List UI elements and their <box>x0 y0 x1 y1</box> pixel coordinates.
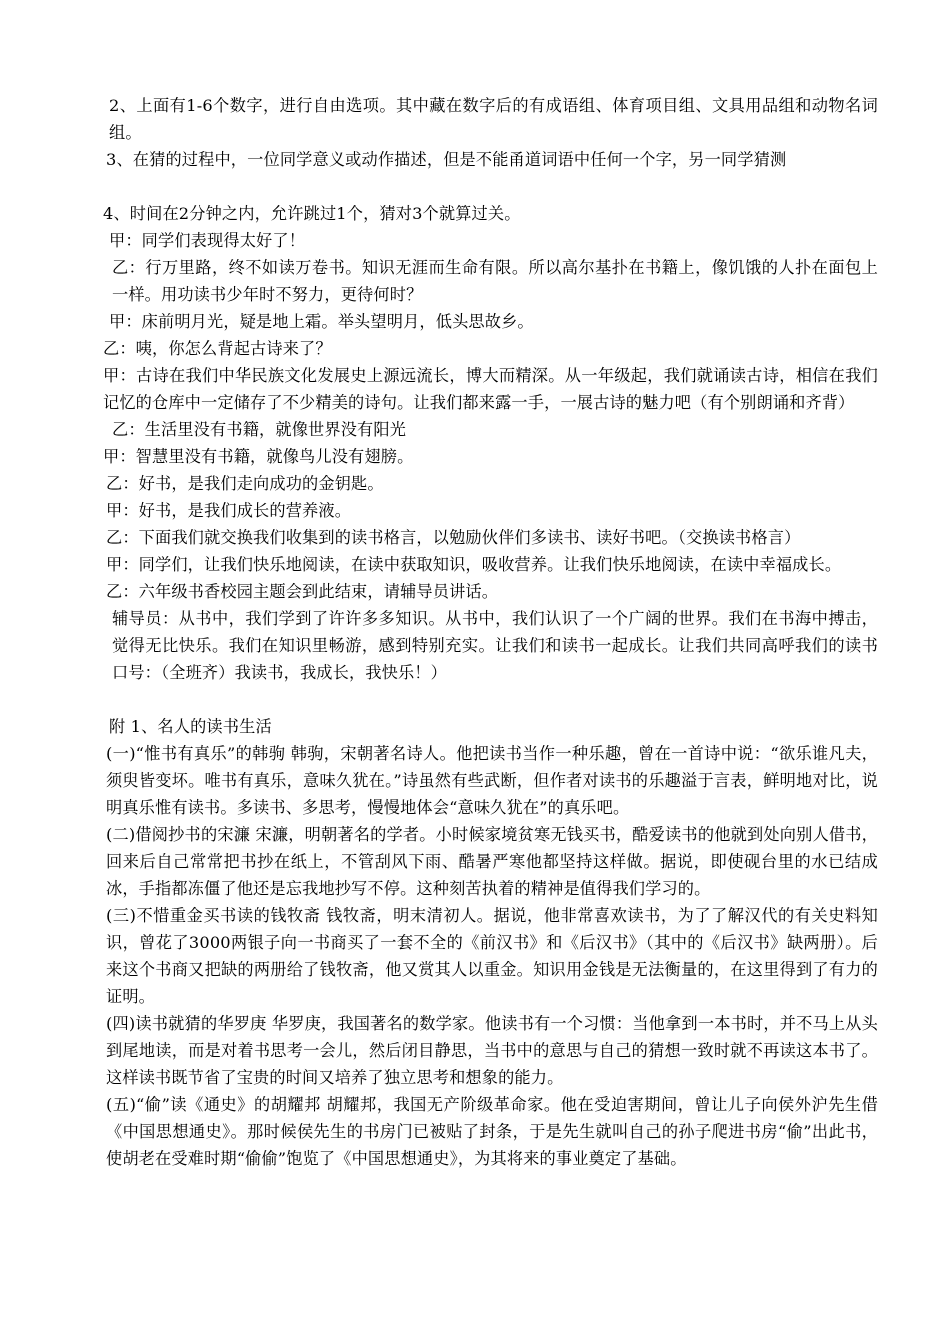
document-page <box>103 92 878 1172</box>
appendix-item: (四)读书就猜的华罗庚 华罗庚，我国著名的数学家。他读书有一个习惯：当他拿到一本书时，并不马上从头到尾地读，而是对着书思考一会儿，然后闭目静思，当书中的意思与自己的猜想一致时就不再读这本书了。这样读书既节省了宝贵的时间又培养了独立思考和想象的能力。 <box>106 1014 878 1087</box>
dialogue-line: 甲：智慧里没有书籍，就像鸟儿没有翅膀。 <box>103 447 414 466</box>
appendix-item: (三)不惜重金买书读的钱牧斋 钱牧斋，明末清初人。据说，他非常喜欢读书，为了了解汉代的有关史料知识，曾花了3000两银子向一书商买了一套不全的《前汉书》和《后汉书》（其中的《后汉书》缺两册）。后来这个书商又把缺的两册给了钱牧斋，他又赏其人以重金。知识用金钱是无法衡量的，在这里得到了有力的证明。 <box>106 906 878 1006</box>
dialogue-line: 甲：好书，是我们成长的营养液。 <box>106 501 352 520</box>
blank-line <box>103 173 878 200</box>
appendix-heading: 附 1、名人的读书生活 <box>109 717 272 736</box>
paragraph-rule-4: 4、时间在2分钟之内，允许跳过1个，猜对3个就算过关。 <box>103 204 521 223</box>
dialogue-line: 甲：古诗在我们中华民族文化发展史上源远流长，博大而精深。从一年级起，我们就诵读古诗，相信在我们记忆的仓库中一定储存了不少精美的诗句。让我们都来露一手，一展古诗的魅力吧（有个别朗诵和齐背） <box>103 366 878 412</box>
paragraph-rule-3: 3、在猜的过程中，一位同学意义或动作描述，但是不能甬道词语中任何一个字，另一同学猜测 <box>106 150 787 169</box>
paragraph-rule-2: 2、上面有1-6个数字，进行自由选项。其中藏在数字后的有成语组、体育项目组、文具用品组和动物名词组。 <box>109 96 878 142</box>
counselor-speech: 辅导员：从书中，我们学到了许许多多知识。从书中，我们认识了一个广阔的世界。我们在书海中搏击，觉得无比快乐。我们在知识里畅游，感到特别充实。让我们和读书一起成长。让我们共同高呼我们的读书口号：（全班齐）我读书，我成长，我快乐！） <box>112 609 878 682</box>
appendix-item: (一)“惟书有真乐”的韩驹 韩驹，宋朝著名诗人。他把读书当作一种乐趣，曾在一首诗中说：“欲乐谁凡夫，须臾皆变坏。唯书有真乐，意味久犹在。”诗虽然有些武断，但作者对读书的乐趣溢于言表，鲜明地对比，说明真乐惟有读书。多读书、多思考，慢慢地体会“意味久犹在”的真乐吧。 <box>106 744 878 817</box>
dialogue-line: 甲：同学们表现得太好了！ <box>109 231 306 250</box>
appendix-item: (二)借阅抄书的宋濂 宋濂，明朝著名的学者。小时候家境贫寒无钱买书，酷爱读书的他就到处向别人借书，回来后自己常常把书抄在纸上，不管刮风下雨、酷暑严寒他都坚持这样做。据说，即使砚台里的水已结成冰，手指都冻僵了他还是忘我地抄写不停。这种刻苦执着的精神是值得我们学习的。 <box>106 825 878 898</box>
dialogue-line: 乙：咦，你怎么背起古诗来了？ <box>103 339 332 358</box>
dialogue-line: 乙：六年级书香校园主题会到此结束，请辅导员讲话。 <box>106 582 499 601</box>
dialogue-line: 乙：下面我们就交换我们收集到的读书格言，以勉励伙伴们多读书、读好书吧。（交换读书格言） <box>106 528 801 547</box>
dialogue-line: 乙：生活里没有书籍，就像世界没有阳光 <box>112 420 407 439</box>
dialogue-line: 甲：床前明月光，疑是地上霜。举头望明月，低头思故乡。 <box>109 312 534 331</box>
appendix-item: (五)“偷”读《通史》的胡耀邦 胡耀邦，我国无产阶级革命家。他在受迫害期间，曾让儿子向侯外沪先生借《中国思想通史》。那时候侯先生的书房门已被贴了封条，于是先生就叫自己的孙子爬进书房“偷”出此书，使胡老在受难时期“偷偷”饱览了《中国思想通史》，为其将来的事业奠定了基础。 <box>106 1095 878 1168</box>
dialogue-line: 乙：行万里路，终不如读万卷书。知识无涯而生命有限。所以高尔基扑在书籍上，像饥饿的人扑在面包上一样。用功读书少年时不努力，更待何时？ <box>112 258 878 304</box>
dialogue-line: 甲：同学们，让我们快乐地阅读，在读中获取知识，吸收营养。让我们快乐地阅读，在读中幸福成长。 <box>106 555 842 574</box>
blank-line <box>103 686 878 713</box>
dialogue-line: 乙：好书，是我们走向成功的金钥匙。 <box>106 474 384 493</box>
